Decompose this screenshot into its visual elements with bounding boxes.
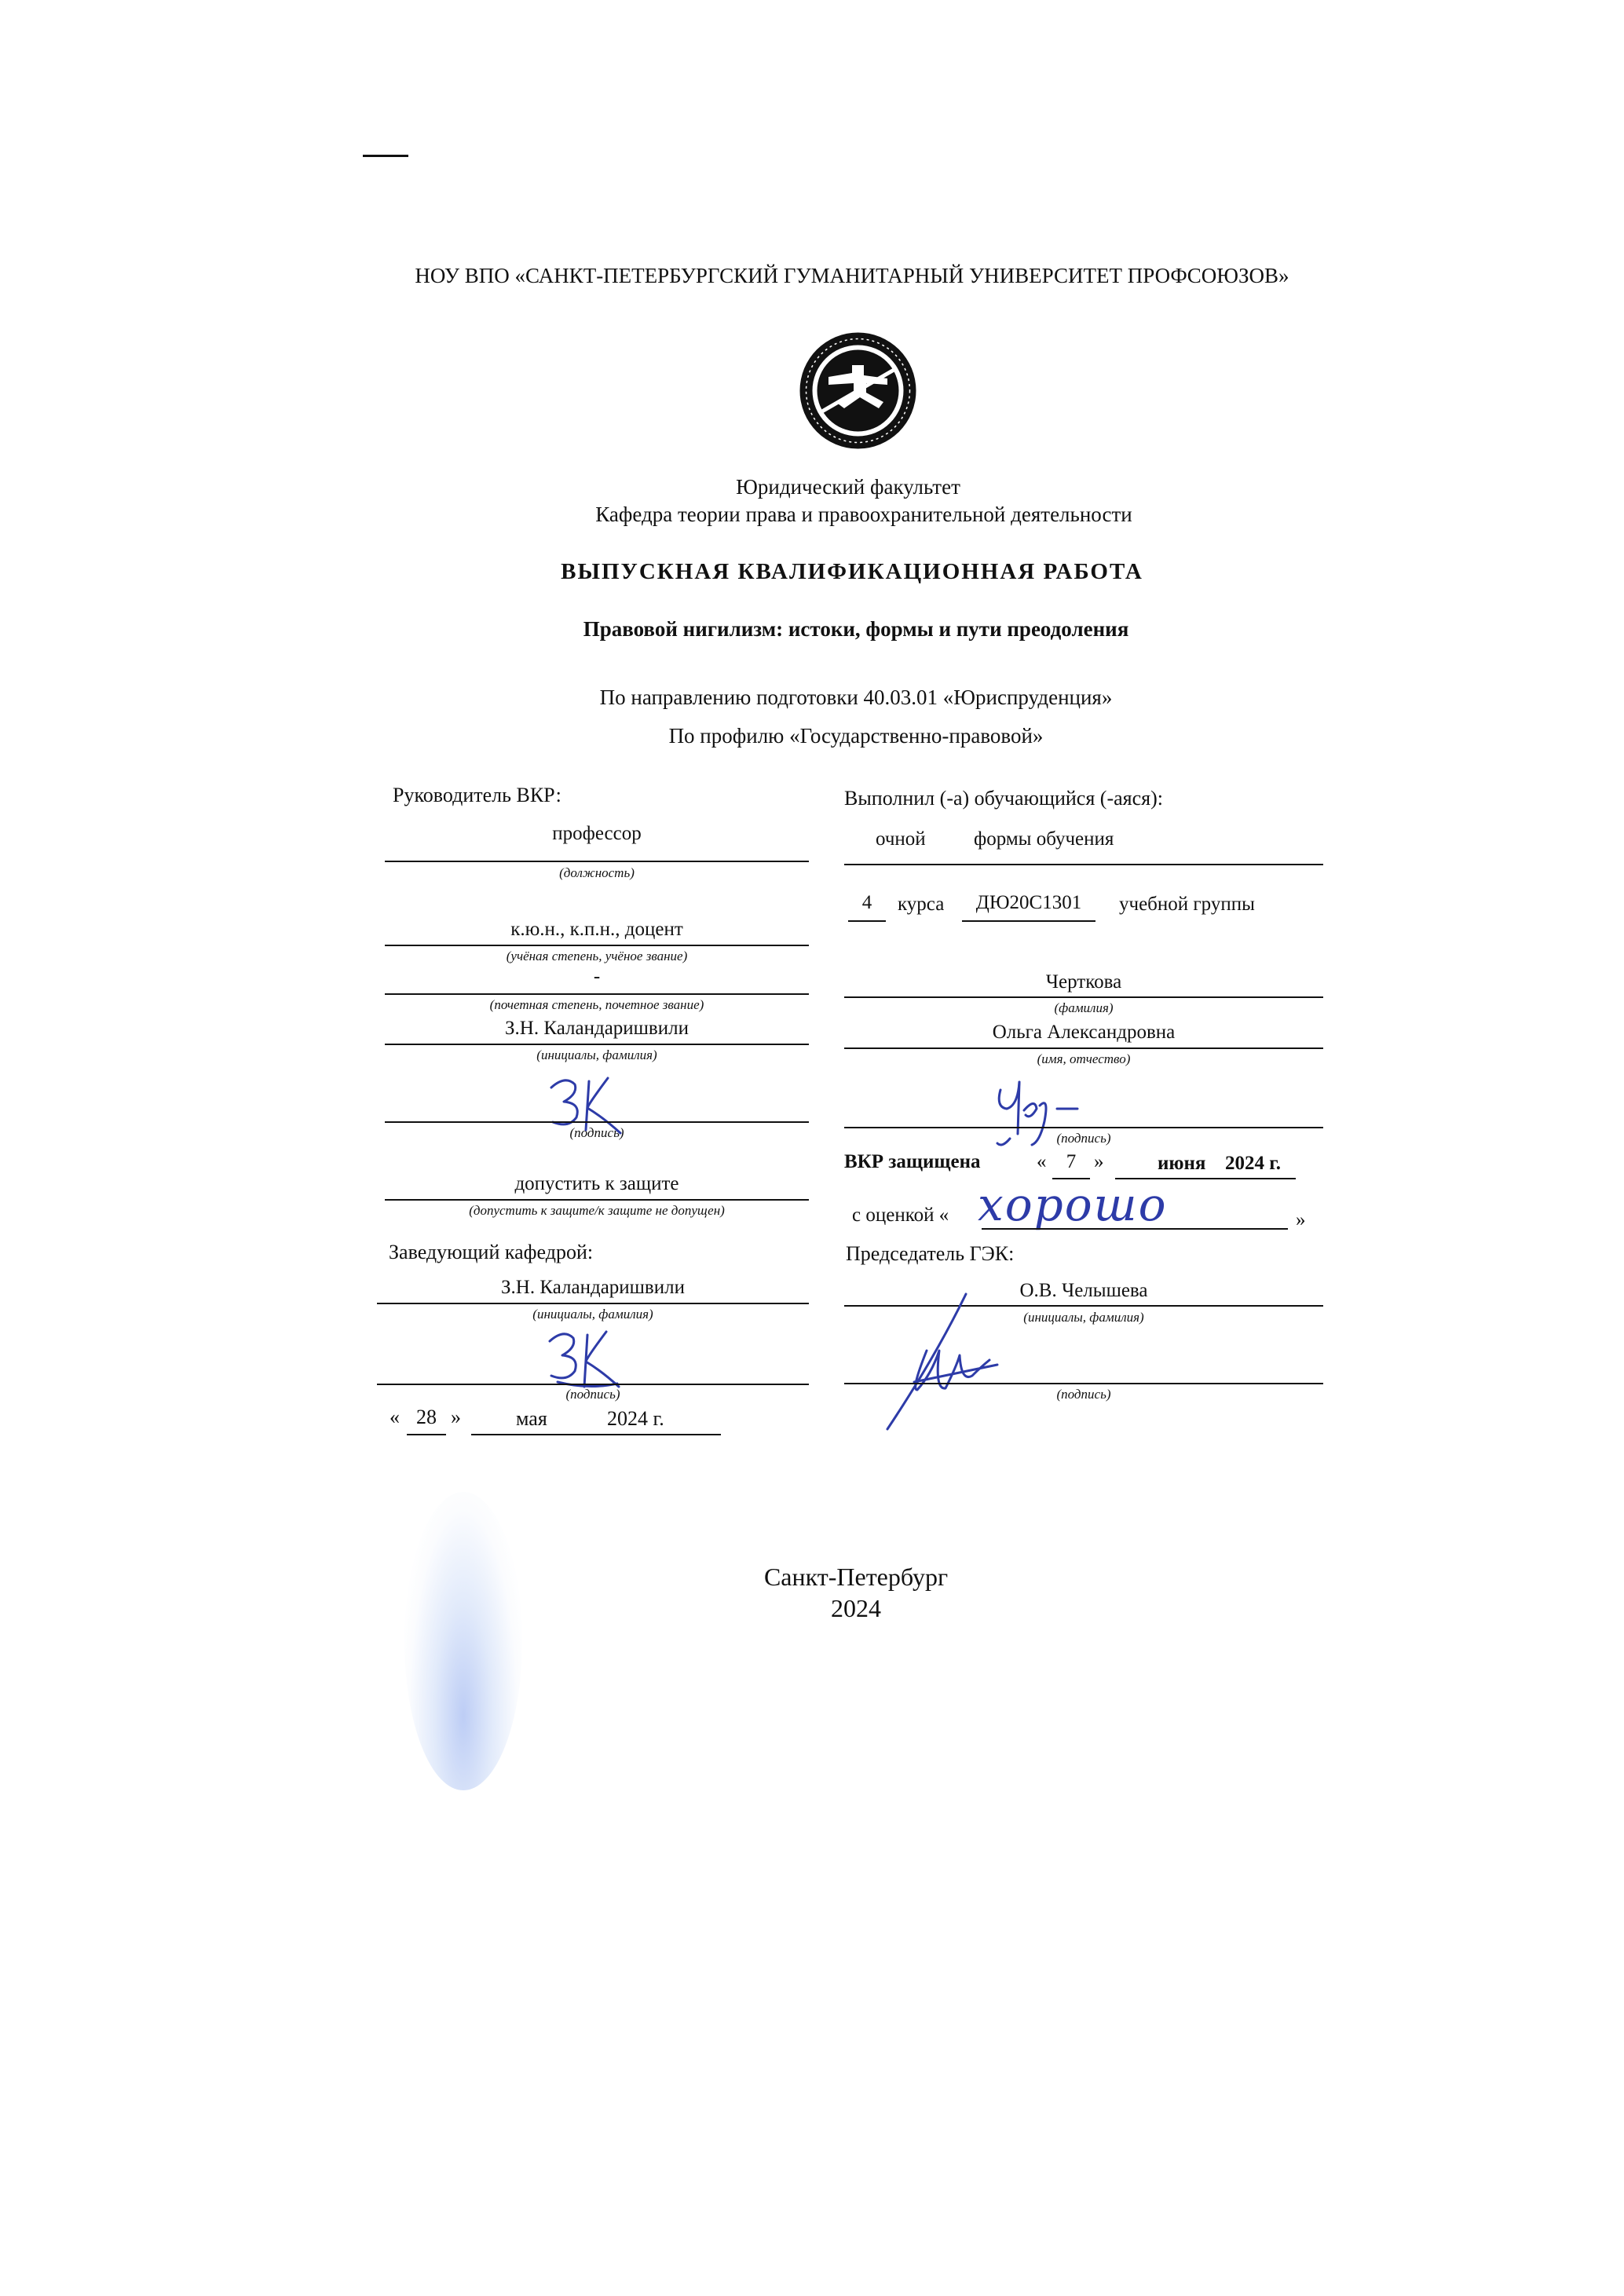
department-head-heading: Заведующий кафедрой:	[389, 1241, 594, 1263]
work-type-title: ВЫПУСКНАЯ КВАЛИФИКАЦИОННАЯ РАБОТА	[561, 559, 1143, 584]
approval-date-close-quote: »	[451, 1406, 461, 1428]
surname-line	[844, 996, 1323, 998]
supervisor-name: З.Н. Каландаришвили	[505, 1018, 689, 1039]
signature-caption: (подпись)	[569, 1125, 624, 1140]
department-head-name: З.Н. Каландаришвили	[501, 1277, 685, 1298]
position-line	[385, 861, 809, 862]
defended-month: июня	[1158, 1153, 1206, 1174]
name-line	[385, 1044, 809, 1045]
thesis-topic: Правовой нигилизм: истоки, формы и пути преодоления	[583, 617, 1129, 641]
head-name-line	[377, 1303, 809, 1304]
course-line	[848, 920, 886, 922]
group-label: учебной группы	[1119, 894, 1255, 915]
signature-line	[385, 1121, 809, 1123]
approval-month-line	[471, 1434, 721, 1435]
name-caption: (инициалы, фамилия)	[536, 1047, 657, 1062]
grade-close-quote: »	[1296, 1209, 1306, 1230]
university-seal-logo	[797, 330, 919, 452]
supervisor-heading: Руководитель ВКР:	[393, 784, 561, 806]
footer-city: Санкт-Петербург	[763, 1563, 949, 1591]
student-signature-caption: (подпись)	[1056, 1131, 1111, 1146]
grade-value-handwritten: хорошо	[978, 1178, 1168, 1231]
chair-signature-caption: (подпись)	[1056, 1387, 1111, 1402]
degree-line	[385, 945, 809, 946]
faculty-name: Юридический факультет	[736, 475, 960, 499]
surname-caption: (фамилия)	[1054, 1000, 1114, 1015]
chair-name-caption: (инициалы, фамилия)	[1023, 1310, 1144, 1325]
approval-date-open-quote: «	[390, 1406, 400, 1428]
degree-caption: (учёная степень, учёное звание)	[506, 949, 688, 963]
defended-label: ВКР защищена	[844, 1151, 981, 1172]
corner-mark	[363, 155, 408, 157]
ink-smudge	[404, 1492, 522, 1790]
position-caption: (должность)	[559, 865, 635, 880]
defended-year: 2024 г.	[1225, 1153, 1282, 1174]
defended-open-quote: «	[1037, 1151, 1047, 1172]
head-name-caption: (инициалы, фамилия)	[532, 1307, 653, 1322]
chair-heading: Председатель ГЭК:	[846, 1242, 1015, 1265]
university-name: НОУ ВПО «САНКТ-ПЕТЕРБУРГСКИЙ ГУМАНИТАРНЫЙ УНИВЕРСИТЕТ ПРОФСОЮЗОВ»	[415, 264, 1289, 287]
honorary-caption: (почетная степень, почетное звание)	[489, 997, 704, 1012]
student-signature-line	[844, 1127, 1323, 1128]
admission-caption: (допустить к защите/к защите не допущен)	[469, 1203, 725, 1218]
grade-label: с оценкой «	[852, 1205, 949, 1226]
chair-name: О.В. Челышева	[1019, 1280, 1148, 1301]
approval-date-month: мая	[516, 1407, 547, 1430]
study-form-value: очной	[876, 828, 926, 850]
study-profile: По профилю «Государственно-правовой»	[668, 724, 1044, 748]
grade-line	[982, 1228, 1288, 1230]
study-form-line	[844, 864, 1323, 865]
footer-year: 2024	[831, 1594, 881, 1622]
chair-signature-line	[844, 1383, 1323, 1384]
head-signature-line	[377, 1384, 809, 1385]
approval-day-line	[407, 1434, 446, 1435]
admission-status: допустить к защите	[514, 1173, 679, 1194]
student-given-name: Ольга Александровна	[992, 1022, 1176, 1043]
group-code: ДЮ20С1301	[975, 892, 1082, 913]
department-name: Кафедра теории права и правоохранительной деятельности	[595, 503, 1132, 526]
study-form-suffix: формы обучения	[974, 828, 1114, 850]
given-name-line	[844, 1047, 1323, 1049]
approval-date-day: 28	[416, 1406, 437, 1428]
supervisor-position: профессор	[552, 823, 642, 844]
honorary-line	[385, 993, 809, 995]
chair-signature	[880, 1288, 1029, 1437]
defended-day: 7	[1066, 1151, 1077, 1172]
approval-date-year: 2024 г.	[607, 1407, 664, 1430]
supervisor-honorary: -	[593, 966, 601, 987]
group-line	[962, 920, 1095, 922]
study-direction: По направлению подготовки 40.03.01 «Юриспруденция»	[599, 686, 1113, 709]
head-signature-caption: (подпись)	[565, 1387, 620, 1402]
supervisor-degree: к.ю.н., к.п.н., доцент	[510, 919, 683, 940]
defended-close-quote: »	[1094, 1151, 1104, 1172]
course-number: 4	[861, 892, 872, 913]
student-heading: Выполнил (-а) обучающийся (-аяся):	[844, 787, 1163, 810]
student-surname: Черткова	[1045, 971, 1122, 993]
given-name-caption: (имя, отчество)	[1037, 1051, 1131, 1066]
course-label: курса	[898, 894, 945, 915]
admission-line	[385, 1199, 809, 1201]
